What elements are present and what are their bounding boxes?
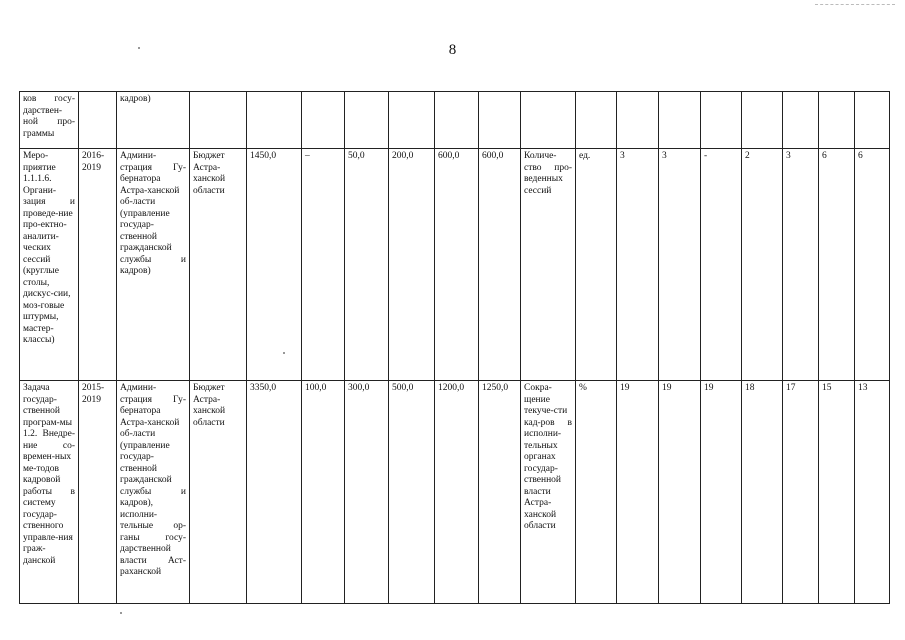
cell-v2013: 19 [659,381,701,604]
cell-y2019: 1250,0 [479,381,521,604]
cell-executor: Админи-страция Гу-бернатора Астра-ханской об-ласти (управление государ-ственной гражданской службы и кадров), исполни-тельные ор-ганы госу-дарственной власти Аст-раханской [117,381,190,604]
cell-name: Задача государ-ственной програм-мы 1.2. Внедре-ние со-времен-ных ме-тодов кадровой работы в систему государ-ственного управле-ния граж-данской [20,381,79,604]
cell-y2019 [479,92,521,149]
cell-indicator: Сокра-щение текуче-сти кад-ров в исполни-тельных органах государ-ственной власти Астра-ханской области [521,381,576,604]
cell-unit: ед. [576,149,617,381]
cell-v2017: 3 [783,149,819,381]
cell-unit [576,92,617,149]
cell-executor: Админи-страция Гу-бернатора Астра-ханской об-ласти (управление государ-ственной гражданской службы и кадров) [117,149,190,381]
cell-v2017 [783,92,819,149]
cell-v2018: 15 [819,381,855,604]
cell-y2019: 600,0 [479,149,521,381]
cell-v2019: 13 [855,381,890,604]
cell-indicator: Количе-ство про-веденных сессий [521,149,576,381]
cell-source [190,92,247,149]
cell-v2016: 2 [742,149,783,381]
cell-y2018 [435,92,479,149]
cell-v2019: 6 [855,149,890,381]
cell-name: Меро-приятие 1.1.1.6. Органи-зация и проведе-ние про-ектно-аналити-ческих сессий (круглые столы, дискус-сии, моз-говые штурмы, мастер-классы) [20,149,79,381]
cell-v2017: 17 [783,381,819,604]
cell-period [79,92,117,149]
cell-v2016: 18 [742,381,783,604]
cell-v2013: 3 [659,149,701,381]
cell-v2014: - [701,149,742,381]
cell-base [617,92,659,149]
cell-y2018: 1200,0 [435,381,479,604]
cell-total: 1450,0 [247,149,302,381]
table-row [20,92,890,149]
cell-source: Бюджет Астра-ханской области [190,381,247,604]
cell-period: 2015-2019 [79,381,117,604]
cell-v2018 [819,92,855,149]
cell-executor: кадров) [117,92,190,149]
cell-y2016 [345,92,389,149]
cell-y2016: 300,0 [345,381,389,604]
cell-y2016: 50,0 [345,149,389,381]
cell-y2015 [302,92,345,149]
cell-v2013 [659,92,701,149]
cell-y2017: 500,0 [389,381,435,604]
scan-mark [815,4,895,6]
cell-y2018: 600,0 [435,149,479,381]
cell-y2017: 200,0 [389,149,435,381]
cell-v2016 [742,92,783,149]
cell-v2014: 19 [701,381,742,604]
cell-indicator [521,92,576,149]
scan-speck [120,612,122,614]
cell-v2019 [855,92,890,149]
cell-y2017 [389,92,435,149]
cell-v2018: 6 [819,149,855,381]
cell-v2014 [701,92,742,149]
cell-period: 2016-2019 [79,149,117,381]
cell-y2015: 100,0 [302,381,345,604]
cell-unit: % [576,381,617,604]
cell-total: 3350,0 [247,381,302,604]
page-number: 8 [448,42,457,58]
table-row [20,381,890,604]
cell-base: 3 [617,149,659,381]
program-table [19,91,890,604]
cell-y2015: – [302,149,345,381]
cell-total [247,92,302,149]
table-row [20,149,890,381]
cell-base: 19 [617,381,659,604]
cell-source: Бюджет Астра-ханской области [190,149,247,381]
cell-name: ков госу-дарствен-ной про-граммы [20,92,79,149]
